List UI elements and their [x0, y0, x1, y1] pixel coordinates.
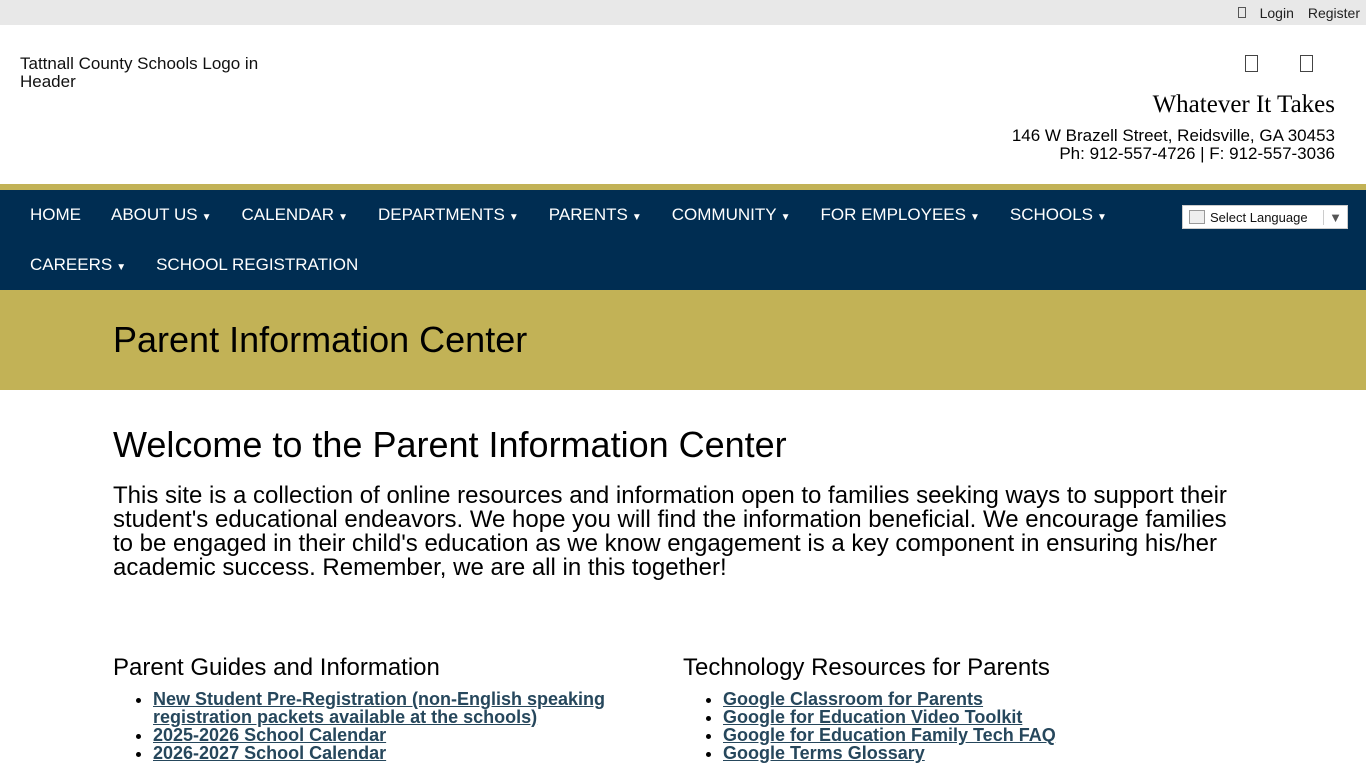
top-bar	[0, 0, 1366, 25]
nav-item-home[interactable]	[15, 190, 96, 240]
nav-item-for-employees[interactable]	[805, 190, 994, 240]
nav-label: ABOUT US	[111, 205, 198, 224]
list-item	[153, 726, 683, 744]
nav-label: FOR EMPLOYEES	[820, 205, 966, 224]
nav-item-community[interactable]	[657, 190, 806, 240]
list-item	[723, 690, 1253, 708]
section-title: Parent Guides and Information	[113, 654, 440, 681]
language-select[interactable]	[1182, 205, 1348, 229]
resource-section	[113, 654, 683, 762]
welcome-heading: Welcome to the Parent Information Center	[113, 424, 787, 465]
nav-label: DEPARTMENTS	[378, 205, 505, 224]
register-link[interactable]: Register	[1307, 4, 1360, 21]
caret-down-icon: ▼	[780, 212, 791, 223]
resource-section	[683, 654, 1253, 762]
resource-link[interactable]: Google for Education Family Tech FAQ	[723, 725, 1056, 745]
nav-label: CALENDAR	[241, 205, 335, 224]
nav-item-parents[interactable]	[534, 190, 657, 240]
address: 146 W Brazell Street, Reidsville, GA 30453	[1011, 126, 1335, 145]
list-item	[723, 708, 1253, 726]
resource-link[interactable]: 2025-2026 School Calendar	[153, 725, 387, 745]
translate-icon[interactable]	[1300, 55, 1313, 72]
list-item	[153, 690, 683, 726]
login-link[interactable]: Login	[1259, 4, 1294, 21]
google-icon	[1189, 210, 1205, 224]
page-title: Parent Information Center	[113, 319, 528, 360]
intro-text: This site is a collection of online resources and information open to families seeking ways to support their student's educational endeavors. We hope you will find the information beneficial. We encourage families to be engaged in their child's education as we know engagement is a key component in ensuring his/her academic success. Remember, we are all in this together!	[113, 482, 1227, 581]
nav-item-school-registration[interactable]	[141, 240, 373, 290]
site-header	[0, 25, 1366, 184]
caret-down-icon: ▼	[1097, 212, 1107, 223]
list-item	[723, 726, 1253, 744]
phone-fax: Ph: 912-557-4726 | F: 912-557-3036	[1059, 144, 1335, 163]
dropdown-arrow-icon: ▼	[1323, 210, 1342, 225]
resource-list	[683, 690, 1253, 762]
search-icon[interactable]	[1245, 55, 1258, 72]
resource-link[interactable]: Google for Education Video Toolkit	[723, 707, 1023, 727]
nav-item-about-us[interactable]	[96, 190, 227, 240]
nav-item-departments[interactable]	[363, 190, 534, 240]
resource-link[interactable]: 2026-2027 School Calendar	[153, 743, 387, 763]
nav-item-careers[interactable]	[15, 240, 141, 290]
resource-list	[113, 690, 683, 762]
caret-down-icon: ▼	[338, 212, 348, 223]
list-item	[723, 744, 1253, 762]
caret-down-icon: ▼	[631, 212, 642, 223]
main-content	[0, 424, 1366, 762]
nav-label: SCHOOLS	[1009, 205, 1094, 224]
site-logo[interactable]: Tattnall County Schools Logo in Header	[20, 54, 259, 91]
nav-label: HOME	[30, 205, 81, 224]
user-icon	[1238, 7, 1246, 18]
nav-item-calendar[interactable]	[227, 190, 364, 240]
nav-label: PARENTS	[548, 205, 628, 224]
nav-label: SCHOOL REGISTRATION	[156, 255, 359, 274]
resource-link[interactable]: Google Classroom for Parents	[723, 689, 984, 709]
caret-down-icon: ▼	[508, 212, 519, 223]
language-label: Select Language	[1210, 209, 1308, 225]
nav-item-schools[interactable]	[995, 190, 1122, 240]
nav-label: COMMUNITY	[671, 205, 777, 224]
contact-info	[1012, 127, 1335, 163]
caret-down-icon: ▼	[201, 212, 212, 223]
main-nav	[0, 184, 1366, 290]
page-banner	[0, 290, 1366, 390]
section-title: Technology Resources for Parents	[683, 654, 1050, 681]
resource-link[interactable]: New Student Pre-Registration (non-English speaking registration packets available at the schools)	[153, 689, 606, 727]
list-item	[153, 744, 683, 762]
caret-down-icon: ▼	[116, 262, 127, 273]
resource-link[interactable]: Google Terms Glossary	[723, 743, 925, 763]
motto: Whatever It Takes	[1152, 91, 1335, 118]
nav-label: CAREERS	[30, 255, 113, 274]
caret-down-icon: ▼	[969, 212, 980, 223]
